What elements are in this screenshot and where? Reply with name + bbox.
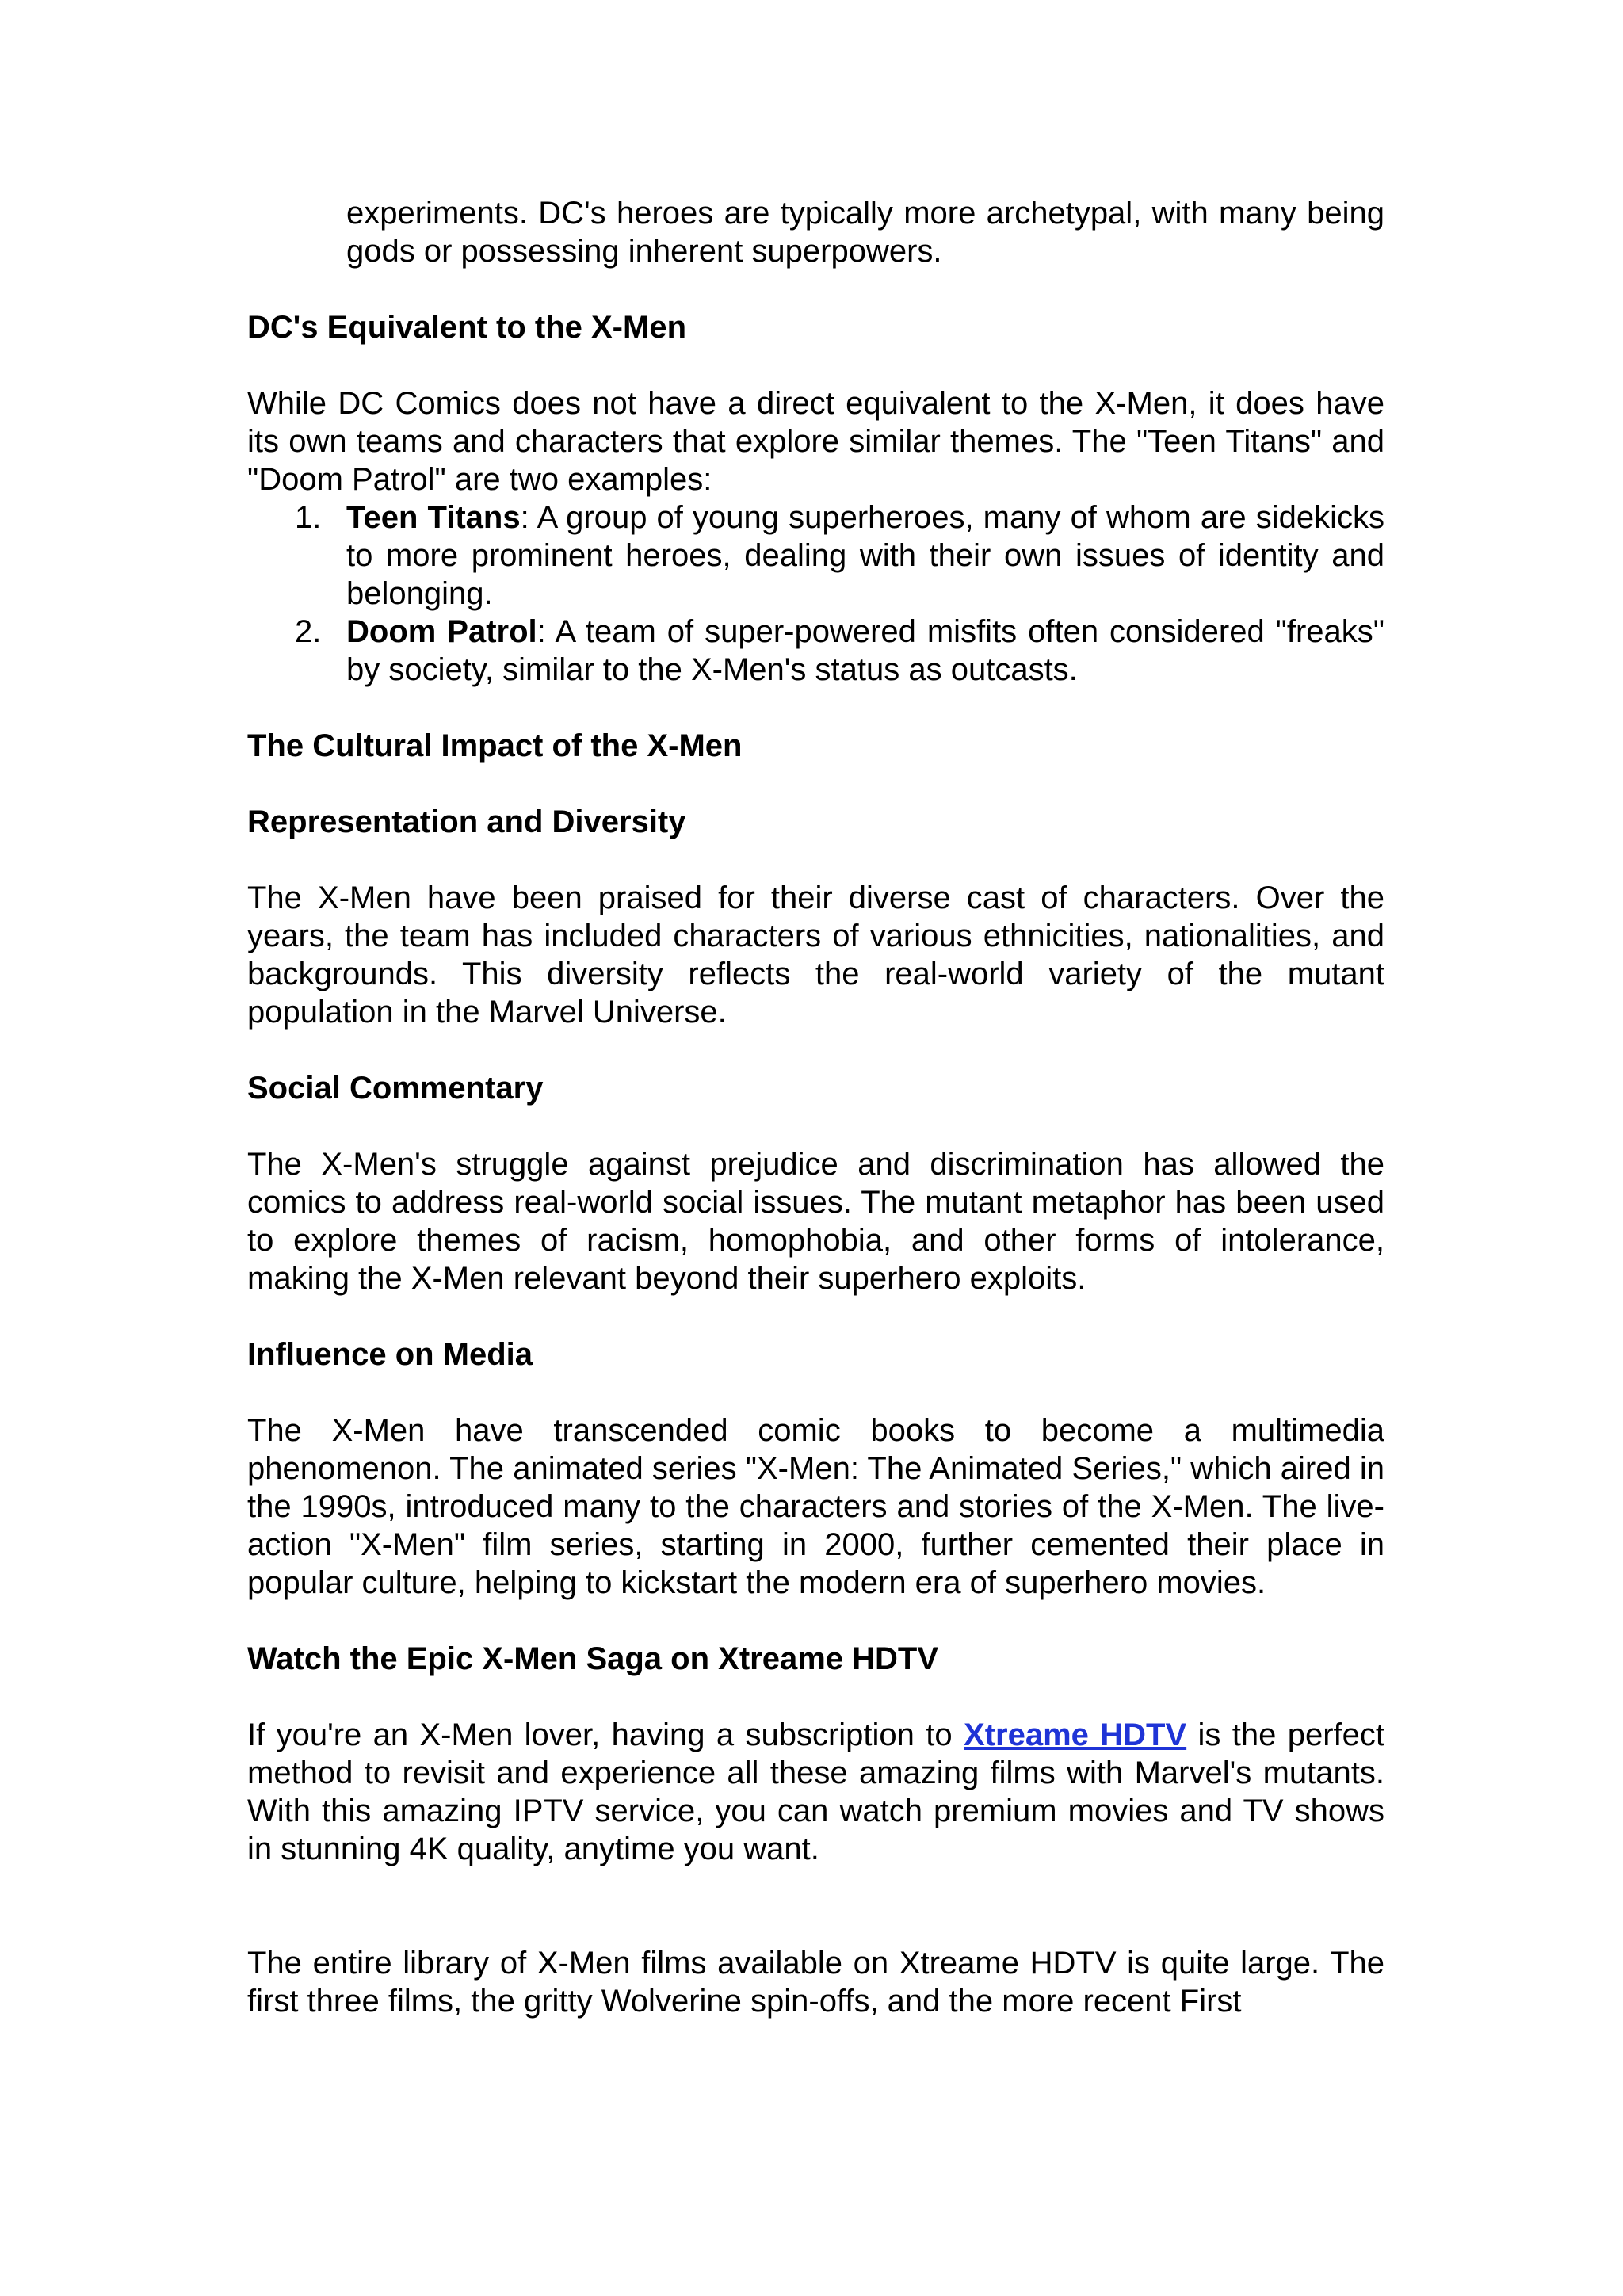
representation-paragraph: The X-Men have been praised for their diverse cast of characters. Over the years, the team has included characters of various ethnicities, nationalities, and backgrounds. This diversity reflects the real-world variety of the mutant population in the Marvel Universe. [247,881,1384,1030]
list-item-term: Teen Titans [346,500,521,535]
list-item-text: : A team of super-powered misfits often considered "freaks" by society, similar to the X-Men's status as outcasts. [346,614,1385,687]
list-item-term: Doom Patrol [346,614,537,649]
xtreame-hdtv-link[interactable]: Xtreame HDTV [964,1717,1187,1752]
list-item-number: 2. [295,614,322,649]
social-commentary-paragraph: The X-Men's struggle against prejudice and discrimination has allowed the comics to address real-world social issues. The mutant metaphor has been used to explore themes of racism, homophobia, and other forms of intolerance, making the X-Men relevant beyond their superhero exploits. [247,1147,1384,1296]
heading-influence-media: Influence on Media [247,1337,533,1372]
dc-teams-list [247,499,1384,689]
heading-social-commentary: Social Commentary [247,1071,544,1106]
heading-cultural-impact: The Cultural Impact of the X-Men [247,728,743,763]
list-item [247,499,1384,613]
heading-representation: Representation and Diversity [247,804,686,839]
list-item [247,613,1384,689]
list-item-number: 1. [295,500,322,535]
influence-media-paragraph: The X-Men have transcended comic books to become a multimedia phenomenon. The animated series "X-Men: The Animated Series," which aired in the 1990s, introduced many to the characters and stories of the X-Men. The live-action "X-Men" film series, starting in 2000, further cemented their place in popular culture, helping to kickstart the modern era of superhero movies. [247,1413,1384,1600]
heading-dc-equivalent: DC's Equivalent to the X-Men [247,310,687,345]
document-page [247,194,1384,2020]
list-item-text: : A group of young superheroes, many of whom are sidekicks to more prominent heroes, dealing with their own issues of identity and belonging. [346,500,1384,611]
closing-paragraph: The entire library of X-Men films available on Xtreame HDTV is quite large. The first three films, the gritty Wolverine spin-offs, and the more recent First [247,1946,1384,2019]
watch-text-before-link: If you're an X-Men lover, having a subscription to [247,1717,964,1752]
watch-text-after-link: is the perfect method to revisit and experience all these amazing films with Marvel's mutants. With this amazing IPTV service, you can watch premium movies and TV shows in stunning 4K quality, anytime you want. [247,1717,1385,1866]
watch-paragraph [247,1716,1384,1868]
heading-watch-xtreame: Watch the Epic X-Men Saga on Xtreame HDTV [247,1641,939,1676]
intro-continuation-paragraph: experiments. DC's heroes are typically more archetypal, with many being gods or possessing inherent superpowers. [346,196,1384,269]
dc-equivalent-paragraph: While DC Comics does not have a direct equivalent to the X-Men, it does have its own teams and characters that explore similar themes. The "Teen Titans" and "Doom Patrol" are two examples: [247,386,1384,497]
